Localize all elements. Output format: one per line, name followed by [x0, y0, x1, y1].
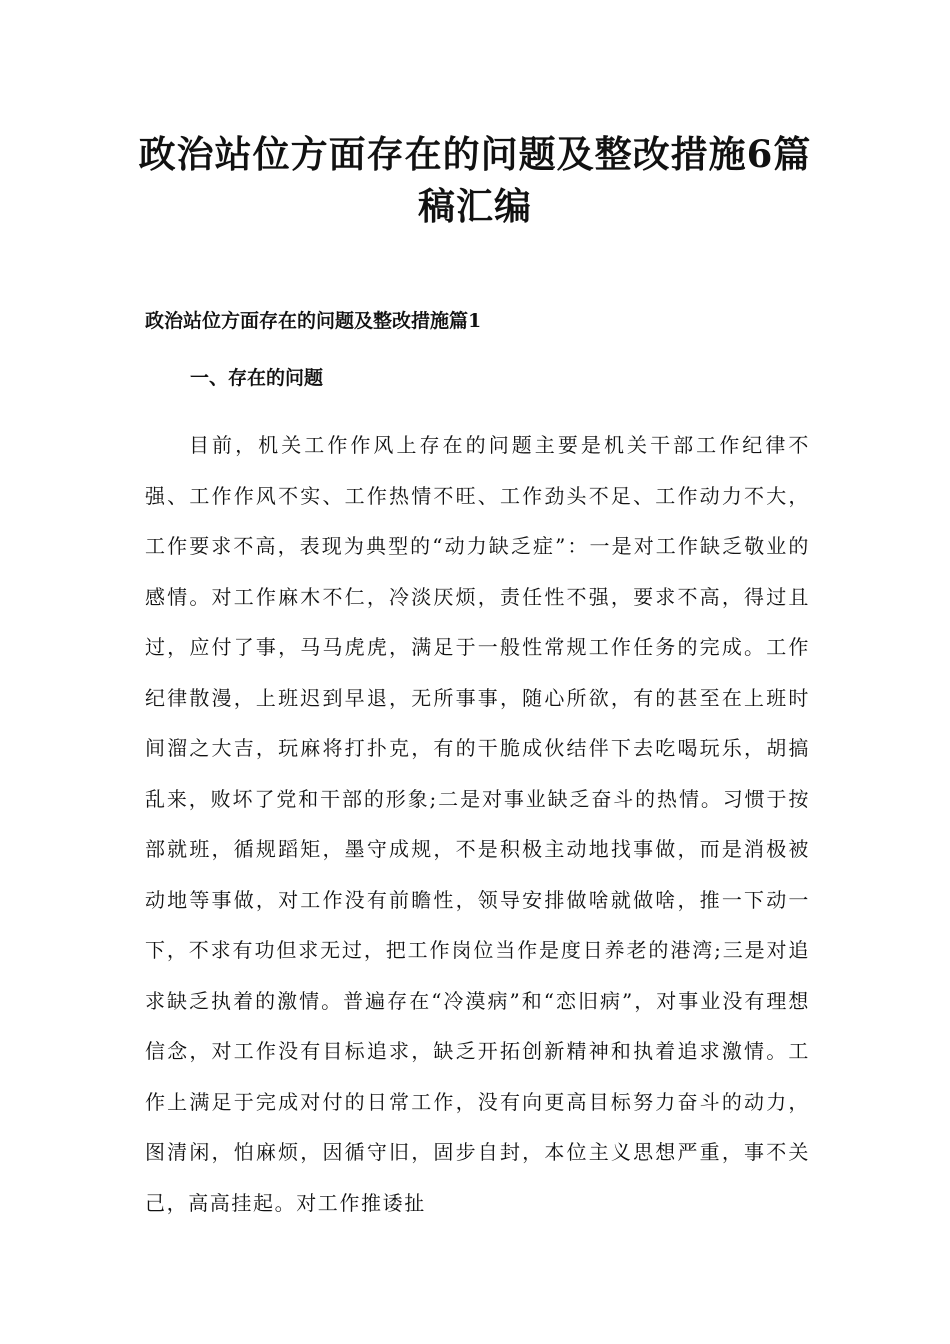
document-title: 政治站位方面存在的问题及整改措施6篇稿汇编: [138, 132, 812, 228]
body-paragraph: 目前，机关工作作风上存在的问题主要是机关干部工作纪律不强、工作作风不实、工作热情不旺、工作劲头不足、工作动力不大，工作要求不高，表现为典型的“动力缺乏症”：一是对工作缺乏敬业的感情。对工作麻木不仁，冷淡厌烦，责任性不强，要求不高，得过且过，应付了事，马马虎虎，满足于一般性常规工作任务的完成。工作纪律散漫，上班迟到早退，无所事事，随心所欲，有的甚至在上班时间溜之大吉，玩麻将打扑克，有的干脆成伙结伴下去吃喝玩乐，胡搞乱来，败坏了党和干部的形象;二是对事业缺乏奋斗的热情。习惯于按部就班，循规蹈矩，墨守成规，不是积极主动地找事做，而是消极被动地等事做，对工作没有前瞻性，领导安排做啥就做啥，推一下动一下，不求有功但求无过，把工作岗位当作是度日养老的港湾;三是对追求缺乏执着的激情。普遍存在“冷漠病”和“恋旧病”，对事业没有理想信念，对工作没有目标追求，缺乏开拓创新精神和执着追求激情。工作上满足于完成对付的日常工作，没有向更高目标努力奋斗的动力，图清闲，怕麻烦，因循守旧，固步自封，本位主义思想严重，事不关己，高高挂起。对工作推诿扯: [145, 433, 810, 1215]
section-heading: 政治站位方面存在的问题及整改措施篇1: [145, 310, 482, 332]
sub-heading: 一、存在的问题: [190, 367, 324, 389]
